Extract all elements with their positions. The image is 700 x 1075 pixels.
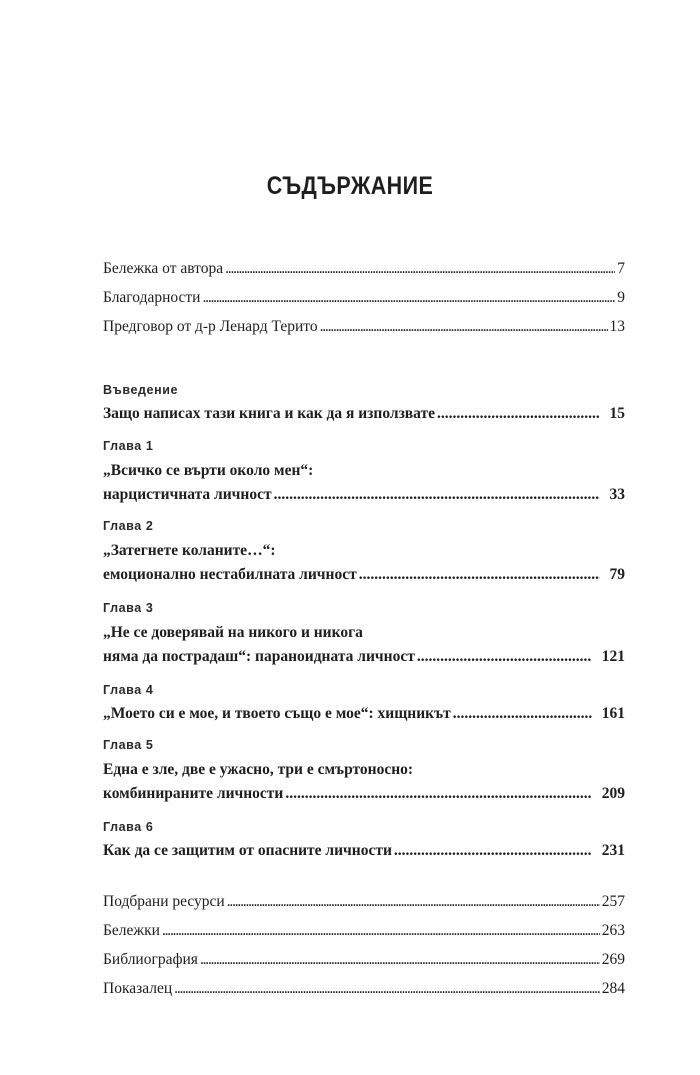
toc-entry (103, 565, 625, 584)
toc-entry-page: 263 (601, 922, 625, 939)
chapter-entry-1 (103, 438, 625, 504)
toc-entry (103, 259, 625, 278)
chapter-title-line1: „Не се доверявай на никого и никога (103, 624, 363, 641)
toc-entry (103, 647, 625, 666)
toc-entry-page: 231 (601, 842, 625, 859)
toc-entry-page: 9 (617, 289, 625, 306)
toc-entry (103, 979, 625, 998)
chapter-label: Глава 6 (103, 820, 154, 834)
chapter-title: Как да се защитим от опасните личности (103, 842, 392, 859)
page-title: СЪДЪРЖАНИЕ (266, 172, 434, 200)
dot-leader (394, 841, 592, 860)
chapter-label: Глава 3 (103, 601, 154, 615)
toc-entry-page: 33 (609, 486, 625, 503)
toc-entry-page: 121 (601, 648, 625, 665)
toc-entry-label: Предговор от д-р Ленард Терито (103, 318, 318, 335)
chapter-title: емоционално нестабилната личност (103, 566, 357, 583)
toc-entry (103, 288, 625, 307)
chapter-title: комбинираните личности (103, 785, 284, 802)
dot-leader (174, 979, 600, 998)
dot-leader (417, 647, 592, 666)
chapter-entry-4 (103, 682, 625, 723)
toc-entry-page: 284 (601, 980, 625, 997)
toc-entry-label: Подбрани ресурси (103, 893, 225, 910)
toc-entry-page: 79 (609, 566, 625, 583)
chapter-title-line1: Една е зле, две е ужасно, три е смъртоносно: (103, 761, 414, 778)
dot-leader (359, 565, 600, 584)
toc-entry-label: Показалец (103, 980, 173, 997)
chapter-label: Въведение (103, 383, 179, 397)
dot-leader (453, 704, 592, 723)
dot-leader (202, 288, 615, 307)
toc-entry (103, 704, 625, 723)
toc-entry (103, 485, 625, 504)
toc-entry (103, 404, 625, 423)
toc-entry-page: 7 (617, 260, 625, 277)
toc-entry (103, 921, 625, 940)
toc-entry-label: Бележка от автора (103, 260, 224, 277)
chapter-label: Глава 1 (103, 439, 154, 453)
chapter-label: Глава 2 (103, 519, 154, 533)
dot-leader (437, 404, 599, 423)
dot-leader (285, 784, 591, 803)
toc-entry-page: 209 (601, 785, 625, 802)
chapter-title-line1: „Всичко се върти около мен“: (103, 462, 314, 479)
dot-leader (200, 950, 600, 969)
chapter-title: няма да пострадаш“: параноидната личност (103, 648, 415, 665)
toc-entry (103, 317, 625, 336)
dot-leader (225, 259, 615, 278)
chapter-title: „Моето си е мое, и твоето също е мое“: хищникът (103, 705, 451, 722)
chapter-entry-5 (103, 737, 625, 803)
dot-leader (227, 892, 600, 911)
chapter-label: Глава 4 (103, 683, 154, 697)
toc-entry-label: Библиография (103, 951, 198, 968)
chapter-title-line1: „Затегнете коланите…“: (103, 542, 276, 559)
chapter-entry-2 (103, 518, 625, 584)
toc-entry-label: Бележки (103, 922, 160, 939)
dot-leader (320, 317, 608, 336)
chapter-title: Защо написах тази книга и как да я използвате (103, 405, 436, 422)
chapter-entry-3 (103, 600, 625, 666)
toc-entry-page: 15 (609, 405, 625, 422)
toc-entry (103, 950, 625, 969)
dot-leader (274, 485, 600, 504)
toc-entry (103, 892, 625, 911)
dot-leader (162, 921, 600, 940)
chapter-entry-intro (103, 382, 625, 423)
toc-entry-label: Благодарности (103, 289, 201, 306)
toc-entry-page: 257 (601, 893, 625, 910)
chapter-title: нарцистичната личност (103, 486, 272, 503)
toc-entry (103, 841, 625, 860)
toc-entry-page: 13 (609, 318, 625, 335)
chapter-entry-6 (103, 819, 625, 860)
toc-entry (103, 784, 625, 803)
toc-entry-page: 269 (601, 951, 625, 968)
toc-entry-page: 161 (601, 705, 625, 722)
chapter-label: Глава 5 (103, 738, 154, 752)
